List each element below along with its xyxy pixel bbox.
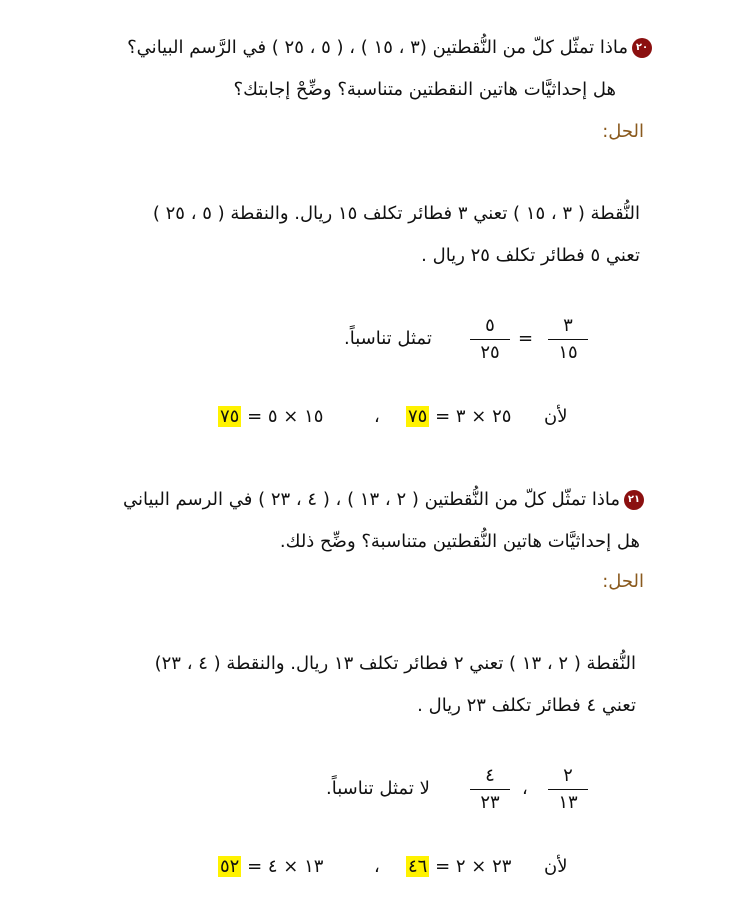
q20-fraction-1-bar — [548, 339, 588, 340]
q21-fraction-1-denominator: ١٣ — [558, 792, 578, 813]
q21-solution-label: الحل: — [602, 571, 644, 592]
q21-question-line1 — [123, 486, 644, 514]
q20-because: لأن — [544, 406, 568, 427]
q20-number-badge: ٢٠ — [632, 38, 652, 58]
q21-fraction-2-denominator: ٢٣ — [480, 792, 500, 813]
q20-product-2-result: ٧٥ — [220, 406, 240, 427]
q21-fraction-2-numerator: ٤ — [485, 765, 495, 786]
q21-explain-line2: تعني ٤ فطائر تكلف ٢٣ ريال . — [417, 695, 636, 716]
q20-explain-line2: تعني ٥ فطائر تكلف ٢٥ ريال . — [421, 245, 640, 266]
q21-explain-line1: النُّقطة ( ٢ ، ١٣ ) تعني ٢ فطائر تكلف ١٣ ريال. والنقطة ( ٤ ، ٢٣) — [154, 653, 636, 674]
q20-fraction-1-numerator: ٣ — [563, 315, 573, 336]
q21-fraction-1-numerator: ٢ — [563, 765, 573, 786]
q20-comma: ، — [374, 406, 380, 427]
q21-product-1-expression: ٢٣ × ٢ = — [435, 856, 512, 877]
q20-fraction-1-denominator: ١٥ — [558, 342, 578, 363]
q21-fraction-1-bar — [548, 789, 588, 790]
q20-solution-label: الحل: — [602, 121, 644, 142]
q21-separator: ، — [522, 778, 528, 799]
q21-fraction-2 — [470, 764, 510, 815]
q20-product-1 — [406, 403, 511, 431]
q20-product-2-expression: ١٥ × ٥ = — [247, 406, 324, 427]
q20-fraction-1 — [548, 314, 588, 365]
q21-fraction-1 — [548, 764, 588, 815]
q21-product-2 — [218, 853, 323, 881]
q20-verdict: تمثل تناسباً. — [344, 328, 432, 349]
q20-fraction-2-numerator: ٥ — [485, 315, 495, 336]
q21-comma: ، — [374, 856, 380, 877]
q20-product-2 — [218, 403, 323, 431]
q21-verdict: لا تمثل تناسباً. — [326, 778, 430, 799]
q21-product-1 — [406, 853, 511, 881]
q21-question-line2: هل إحداثيَّات هاتين النُّقطتين متناسبة؟ وضِّح ذلك. — [279, 531, 640, 552]
q20-question-line1 — [127, 34, 652, 62]
q20-fraction-2-denominator: ٢٥ — [480, 342, 500, 363]
q20-equals-sign: = — [518, 328, 534, 349]
q21-question-text: ماذا تمثّل كلّ من النُّقطتين ( ٢ ، ١٣ ) ، ( ٤ ، ٢٣ ) في الرسم البياني — [122, 489, 620, 510]
q20-question-text: ماذا تمثّل كلّ من النُّقطتين (٣ ، ١٥ ) ، ( ٥ ، ٢٥ ) في الرَّسم البياني؟ — [127, 37, 628, 58]
q20-product-1-expression: ٢٥ × ٣ = — [435, 406, 512, 427]
q21-product-2-result: ٥٢ — [220, 856, 240, 877]
q21-because: لأن — [544, 856, 568, 877]
q21-number-badge: ٢١ — [624, 490, 644, 510]
q20-product-1-result: ٧٥ — [408, 406, 428, 427]
q20-fraction-2-bar — [470, 339, 510, 340]
q20-explain-line1: النُّقطة ( ٣ ، ١٥ ) تعني ٣ فطائر تكلف ١٥ ريال. والنقطة ( ٥ ، ٢٥ ) — [152, 203, 640, 224]
q21-product-2-expression: ١٣ × ٤ = — [247, 856, 324, 877]
q20-question-line2: هل إحداثيَّات هاتين النقطتين متناسبة؟ وضِّحْ إجابتك؟ — [233, 79, 616, 100]
q20-fraction-2 — [470, 314, 510, 365]
q21-fraction-2-bar — [470, 789, 510, 790]
q21-product-1-result: ٤٦ — [408, 856, 428, 877]
